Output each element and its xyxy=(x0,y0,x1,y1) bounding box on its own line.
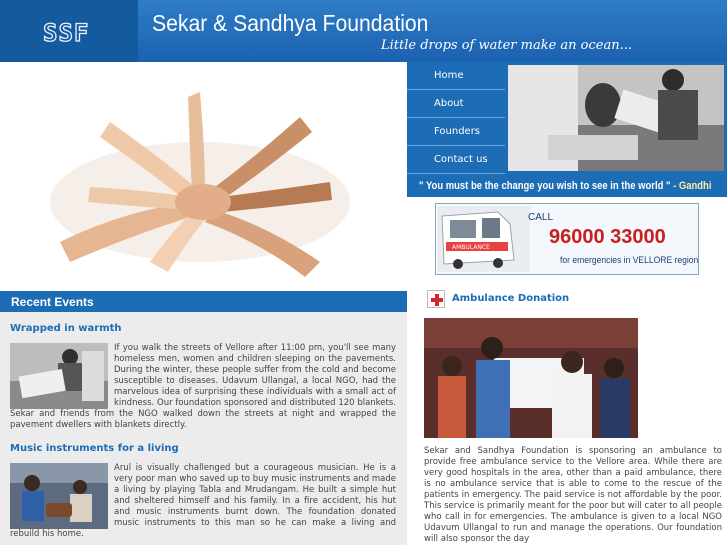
event-text-music-instruments: Arul is visually challenged but a courageous musician. He is a very poor man who saved up to buy music instruments and made a living by playing Tabla and Mrudangam. He built a simple hut and sheltered himself and his family. In a fire accident, his hut and music instruments burnt down. The foundation donated music instruments to this man so he can make a living and rebuild his home. xyxy=(10,463,396,539)
hero-image xyxy=(0,62,407,291)
site-header xyxy=(0,0,727,62)
ambulance-donation-photo xyxy=(424,318,638,438)
quote-bar xyxy=(407,174,727,197)
main-nav xyxy=(407,62,505,174)
nav-item-about[interactable]: About xyxy=(407,90,505,118)
event-photo-music xyxy=(10,463,108,529)
emergency-phone[interactable]: 96000 33000 xyxy=(549,226,666,248)
event-photo-blankets xyxy=(10,343,108,409)
hands-stack-image xyxy=(0,62,407,291)
event-title-music-instruments[interactable]: Music instruments for a living xyxy=(10,443,179,454)
nav-item-founders[interactable]: Founders xyxy=(407,118,505,146)
recent-events-heading: Recent Events xyxy=(11,295,94,309)
recent-events-section xyxy=(0,291,407,545)
ambulance-donation-title[interactable]: Ambulance Donation xyxy=(452,293,570,304)
call-label: CALL xyxy=(528,212,554,223)
ambulance-van-image xyxy=(438,206,530,272)
quote-text: " You must be the change you wish to see in the world " xyxy=(419,180,671,192)
ambulance-donation-body: Sekar and Sandhya Foundation is sponsoring an ambulance to provide free ambulance service to the Vellore area. While there are very good hospitals in the area, other than a paid ambulance, there is no ambulance service that is able to come to the rescue of the patients in emergency. The paid service is not affordable by the poor. This service is primarily meant for the poor but will cater to all people who call in for emergencies. The ambulance is given to a local NGO Udavum Ullangal to run and manage the operations. Our foundation will also sponsor the day xyxy=(424,446,722,544)
logo-box[interactable] xyxy=(0,0,138,62)
donation-group-illustration xyxy=(424,318,638,438)
gandhi-quote xyxy=(419,180,711,192)
nav-item-contact[interactable]: Contact us xyxy=(407,146,505,174)
ambulance-banner[interactable] xyxy=(435,203,699,275)
event-body-music-instruments xyxy=(10,463,396,540)
blanket-distribution-photo xyxy=(508,65,724,171)
van-label: AMBULANCE xyxy=(452,244,490,251)
quote-author: - Gandhi xyxy=(670,180,712,192)
event-text-wrapped-in-warmth: If you walk the streets of Vellore after 11:00 pm, you'll see many homeless men, women and children sleeping on the pavements. During the winter, these people suffer from the cold and become susceptible to diseases. Udavum Ullangal, a local NGO, had the marvelous idea of surprising these individuals with a small act of kindness. Our foundation sponsored and distributed 120 blankets. Sekar and friends from the NGO walked down the streets at night and wrapped the pavement dwellers with blankets directly. xyxy=(10,343,396,430)
event-title-wrapped-in-warmth[interactable]: Wrapped in warmth xyxy=(10,323,122,334)
site-logo[interactable]: SSF xyxy=(43,19,90,47)
site-title: Sekar & Sandhya Foundation xyxy=(152,10,429,36)
blanket-distribution-illustration xyxy=(508,65,724,171)
emergency-region: for emergencies in VELLORE region xyxy=(560,255,699,265)
event-body-wrapped-in-warmth xyxy=(10,343,396,431)
site-tagline: Little drops of water make an ocean... xyxy=(381,38,632,53)
nav-item-home[interactable]: Home xyxy=(407,62,505,90)
ambulance-donation-section xyxy=(413,283,727,545)
red-cross-icon xyxy=(427,290,445,308)
recent-events-bar xyxy=(0,291,407,312)
header-photo-frame xyxy=(505,62,727,174)
